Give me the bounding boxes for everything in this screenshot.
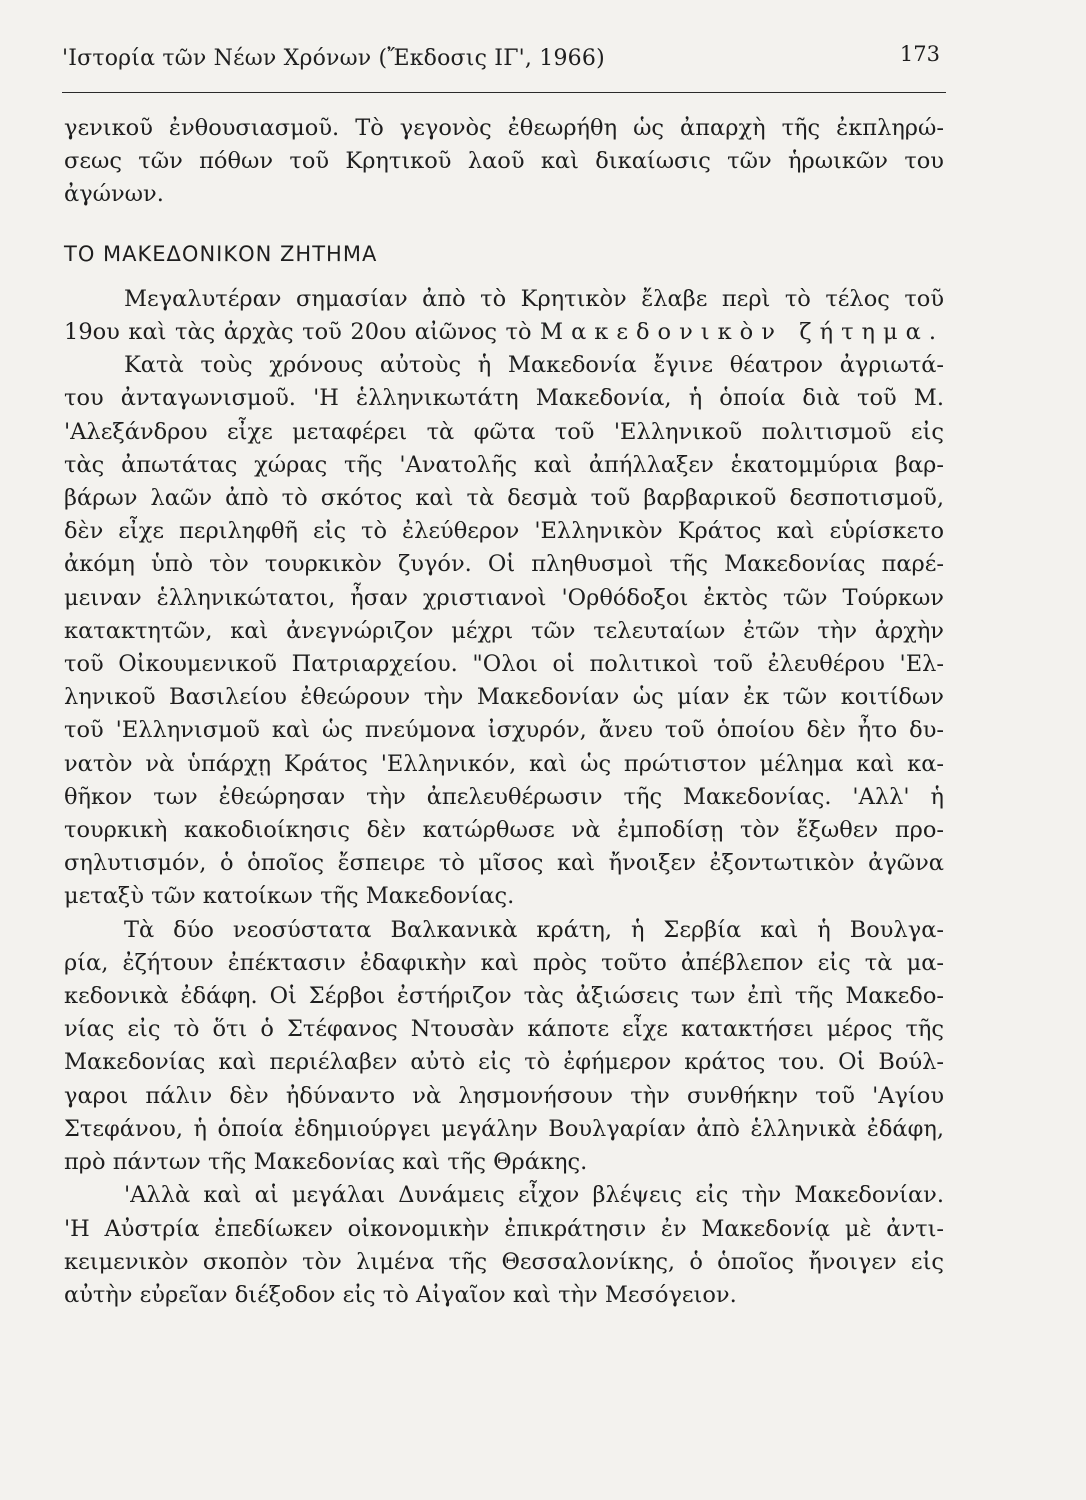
text-line: κειμενικὸν σκοπὸν τὸν λιμένα τῆς Θεσσαλονίκης, ὁ ὁποῖος ἤνοιγεν εἰς bbox=[64, 1248, 944, 1275]
text-line: θῆκον των ἐθεώρησαν τὴν ἀπελευθέρωσιν τῆς Μακεδονίας. 'Αλλ' ἡ bbox=[64, 783, 944, 810]
text-line: βάρων λαῶν ἀπὸ τὸ σκότος καὶ τὰ δεσμὰ τοῦ βαρβαρικοῦ δεσποτισμοῦ, bbox=[64, 485, 944, 512]
page-number: 173 bbox=[899, 42, 940, 66]
text-line: δὲν εἶχε περιληφθῆ εἰς τὸ ἐλεύθερον 'Ελληνικὸν Κράτος καὶ εὑρίσκετο bbox=[64, 518, 944, 545]
text-line: μειναν ἑλληνικώτατοι, ἦσαν χριστιανοὶ 'Ορθόδοξοι ἐκτὸς τῶν Τούρκων bbox=[64, 584, 944, 611]
text-line: 'Αλεξάνδρου εἶχε μεταφέρει τὰ φῶτα τοῦ 'Ελληνικοῦ πολιτισμοῦ εἰς bbox=[64, 418, 944, 445]
text-fragment: 19ου καὶ τὰς ἀρχὰς τοῦ 20ου αἰῶνος τὸ bbox=[64, 319, 532, 346]
text-line: κατακτητῶν, καὶ ἀνεγνώριζον μέχρι τῶν τελευταίων ἐτῶν τὴν ἀρχὴν bbox=[64, 617, 944, 644]
text-line: τοῦ Οἰκουμενικοῦ Πατριαρχείου. "Ολοι οἱ πολιτικοὶ τοῦ ἐλευθέρου 'Ελ- bbox=[64, 651, 944, 678]
running-title: 'Ιστορία τῶν Νέων Χρόνων (Ἔκδοσις ΙΓ', 1966) bbox=[62, 46, 605, 71]
text-line: τουρκικὴ κακοδιοίκησις δὲν κατώρθωσε νὰ ἐμποδίσῃ τὸν ἔξωθεν προ- bbox=[64, 817, 944, 844]
text-line: ρία, ἐζήτουν ἐπέκτασιν ἐδαφικὴν καὶ πρὸς τοῦτο ἀπέβλεπον εἰς τὰ μα- bbox=[64, 949, 944, 976]
running-header bbox=[62, 40, 946, 93]
text-line: Μεγαλυτέραν σημασίαν ἀπὸ τὸ Κρητικὸν ἔλαβε περὶ τὸ τέλος τοῦ bbox=[124, 285, 944, 312]
text-line: 'Αλλὰ καὶ αἱ μεγάλαι Δυνάμεις εἶχον βλέψεις εἰς τὴν Μακεδονίαν. bbox=[124, 1182, 944, 1209]
text-line: πρὸ πάντων τῆς Μακεδονίας καὶ τῆς Θράκης. bbox=[64, 1149, 588, 1176]
text-line: Τὰ δύο νεοσύστατα Βαλκανικὰ κράτη, ἡ Σερβία καὶ ἡ Βουλγα- bbox=[124, 916, 944, 943]
section-heading: ΤΟ ΜΑΚΕΔΟΝΙΚΟΝ ΖΗΤΗΜΑ bbox=[64, 241, 378, 266]
text-line: Μακεδονίας καὶ περιέλαβεν αὐτὸ εἰς τὸ ἐφήμερον κράτος του. Οἱ Βούλ- bbox=[64, 1049, 944, 1076]
text-line: 'Η Αὐστρία ἐπεδίωκεν οἰκονομικὴν ἐπικράτησιν ἐν Μακεδονίᾳ μὲ ἀντι- bbox=[64, 1215, 944, 1242]
text-line: κεδονικὰ ἐδάφη. Οἱ Σέρβοι ἐστήριζον τὰς ἀξιώσεις των ἐπὶ τῆς Μακεδο- bbox=[64, 983, 944, 1010]
text-line: σεως τῶν πόθων τοῦ Κρητικοῦ λαοῦ καὶ δικαίωσις τῶν ἡρωικῶν του bbox=[64, 148, 944, 175]
text-line: ἀκόμη ὑπὸ τὸν τουρκικὸν ζυγόν. Οἱ πληθυσμοὶ τῆς Μακεδονίας παρέ- bbox=[64, 551, 944, 578]
text-line: Στεφάνου, ἡ ὁποία ἐδημιούργει μεγάλην Βουλγαρίαν ἀπὸ ἑλληνικὰ ἐδάφη, bbox=[64, 1115, 944, 1142]
text-line: του ἀνταγωνισμοῦ. 'Η ἑλληνικωτάτη Μακεδονία, ἡ ὁποία διὰ τοῦ Μ. bbox=[64, 385, 944, 412]
text-line bbox=[64, 316, 944, 349]
text-line: γενικοῦ ἐνθουσιασμοῦ. Τὸ γεγονὸς ἐθεωρήθη ὡς ἀπαρχὴ τῆς ἐκπληρώ- bbox=[64, 115, 944, 141]
main-text bbox=[64, 112, 944, 1312]
text-line: Κατὰ τοὺς χρόνους αὐτοὺς ἡ Μακεδονία ἔγινε θέατρον ἀγριωτά- bbox=[124, 352, 944, 379]
text-line: σηλυτισμόν, ὁ ὁποῖος ἔσπειρε τὸ μῖσος καὶ ἤνοιξεν ἐξοντωτικὸν ἀγῶνα bbox=[64, 850, 944, 877]
text-line: νίας εἰς τὸ ὅτι ὁ Στέφανος Ντουσὰν κάποτε εἶχε κατακτήσει μέρος τῆς bbox=[64, 1016, 944, 1043]
text-line: τὰς ἀπωτάτας χώρας τῆς 'Ανατολῆς καὶ ἀπήλλαξεν ἑκατομμύρια βαρ- bbox=[64, 451, 944, 478]
text-line: ληνικοῦ Βασιλείου ἐθεώρουν τὴν Μακεδονίαν ὡς μίαν ἐκ τῶν κοιτίδων bbox=[64, 684, 944, 711]
text-line: ἀγώνων. bbox=[64, 181, 164, 208]
text-line: τοῦ 'Ελληνισμοῦ καὶ ὡς πνεύμονα ἰσχυρόν, ἄνευ τοῦ ὁποίου δὲν ἦτο δυ- bbox=[64, 717, 944, 744]
spaced-emphasis: Μακεδονικὸν ζήτημα. bbox=[540, 319, 944, 346]
text-line: γαροι πάλιν δὲν ἠδύναντο νὰ λησμονήσουν τὴν συνθήκην τοῦ 'Αγίου bbox=[64, 1082, 944, 1109]
text-line: μεταξὺ τῶν κατοίκων τῆς Μακεδονίας. bbox=[64, 883, 515, 910]
text-line: νατὸν νὰ ὑπάρχῃ Κράτος 'Ελληνικόν, καὶ ὡς πρώτιστον μέλημα καὶ κα- bbox=[64, 750, 944, 777]
text-line: αὐτὴν εὐρεῖαν διέξοδον εἰς τὸ Αἰγαῖον καὶ τὴν Μεσόγειον. bbox=[64, 1281, 737, 1308]
